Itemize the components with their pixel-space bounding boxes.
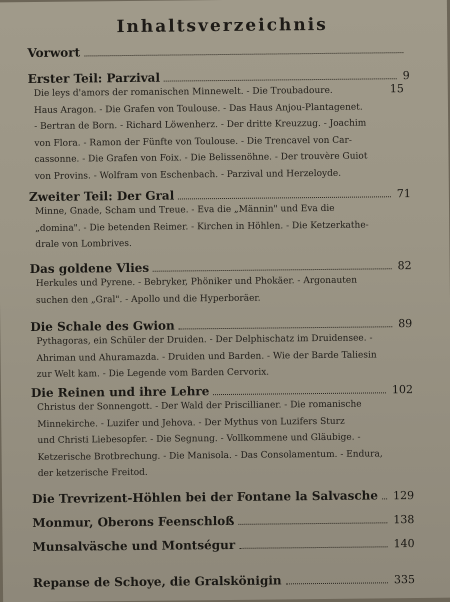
desc-line: Haus Aragon. - Die Grafen von Toulouse. - Das Haus Anjou-Plantagenet. — [34, 99, 406, 119]
desc-line: zur Welt kam. - Die Legende vom Barden Cervorix. — [37, 363, 409, 383]
toc-entry-label: Repanse de Schoye, die Gralskönigin — [33, 573, 286, 590]
toc-entry-page: 82 — [392, 259, 412, 272]
toc-entry-label: Die Schale des Gwion — [30, 318, 179, 334]
leader-dots — [164, 66, 397, 81]
toc-entry-label: Erster Teil: Parzival — [28, 71, 164, 86]
toc-description-gral — [35, 200, 408, 254]
toc-entry-page: 335 — [388, 573, 415, 586]
toc-entry-page: 71 — [391, 187, 411, 200]
toc-entry-label: Monmur, Oberons Feenschloß — [32, 514, 238, 530]
leader-dots — [178, 184, 391, 199]
desc-line: cassonne. - Die Grafen von Foix. - Die Belissenöhne. - Der trouvère Guiot — [34, 148, 406, 168]
leader-dots — [285, 570, 387, 584]
desc-line: der ketzerische Freitod. — [38, 462, 410, 482]
desc-line: „domina". - Die betenden Reimer. - Kirchen in Höhlen. - Die Ketzerkathe- — [35, 217, 407, 237]
toc-entry-page: 140 — [387, 537, 414, 550]
leader-dots — [179, 314, 393, 329]
desc-line: Minne, Gnade, Scham und Treue. - Eva die „Männin" und Eva die — [35, 200, 407, 220]
page-title: Inhaltsverzeichnis — [0, 14, 447, 39]
toc-description-vlies — [36, 272, 408, 309]
leader-dots — [213, 380, 386, 395]
desc-line: Die leys d'amors der romanischen Minnewelt. - Die Troubadoure. — [34, 82, 406, 102]
toc-entry-page: 129 — [387, 489, 414, 502]
toc-entry-label: Munsalväsche und Montségur — [33, 538, 240, 554]
desc-line: Ahriman und Ahuramazda. - Druiden und Barden. - Wie der Barde Taliesin — [37, 347, 409, 367]
desc-line: - Bertran de Born. - Richard Löwenherz. - Der dritte Kreuzzug. - Joachim — [34, 115, 406, 135]
desc-line: Herkules und Pyrene. - Bebryker, Phöniker und Phokäer. - Argonauten — [36, 272, 408, 292]
toc-entry-label: Vorwort — [27, 45, 84, 60]
toc-entry-repanse — [33, 570, 415, 590]
toc-entry-munsalvaesche — [32, 534, 414, 554]
toc-entry-label: Zweiter Teil: Der Gral — [29, 188, 178, 204]
leader-dots — [84, 40, 403, 56]
leader-dots — [153, 256, 392, 271]
toc-entry-label: Die Trevrizent-Höhlen bei der Fontane la Salvasche — [32, 488, 382, 506]
desc-line: von Flora. - Ramon der Fünfte von Toulouse. - Die Trencavel von Car- — [34, 132, 406, 152]
desc-line: drale von Lombrives. — [35, 233, 407, 253]
desc-line: Christus der Sonnengott. - Der Wald der Priscillianer. - Die romanische — [37, 396, 409, 416]
toc-entry-page: 102 — [386, 383, 413, 396]
toc-description-reinen — [37, 396, 410, 483]
desc-line: Ketzerische Brotbrechung. - Die Manisola. - Das Consolamentum. - Endura, — [38, 446, 410, 466]
toc-entry-page: 9 — [397, 69, 410, 82]
toc-entry-trevrizent — [32, 486, 414, 506]
desc-line: von Provins. - Wolfram von Eschenbach. - Parzival und Herzeloyde. — [35, 165, 407, 185]
desc-line: Pythagoras, ein Schüler der Druiden. - Der Delphischatz im Druidensee. - — [36, 330, 408, 350]
desc-line: und Christi Liebesopfer. - Die Segnung. - Vollkommene und Gläubige. - — [37, 429, 409, 449]
toc-entry-label: Das goldene Vlies — [30, 261, 154, 276]
toc-description-gwion — [36, 330, 409, 384]
toc-entry-page: 89 — [392, 317, 412, 330]
toc-entry-monmur — [32, 510, 414, 530]
leader-dots — [239, 534, 388, 549]
toc-entry-page: 138 — [387, 513, 414, 526]
desc-page-number: 15 — [390, 82, 404, 95]
toc-entry-label: Die Reinen und ihre Lehre — [31, 384, 214, 400]
leader-dots — [238, 510, 387, 525]
toc-description-parzival — [34, 82, 407, 185]
desc-line: suchen den „Gral". - Apollo und die Hyperboräer. — [36, 289, 408, 309]
toc-entry-vorwort — [27, 40, 409, 60]
desc-line: Minnekirche. - Luzifer und Jehova. - Der Mythus von Luzifers Sturz — [37, 413, 409, 433]
